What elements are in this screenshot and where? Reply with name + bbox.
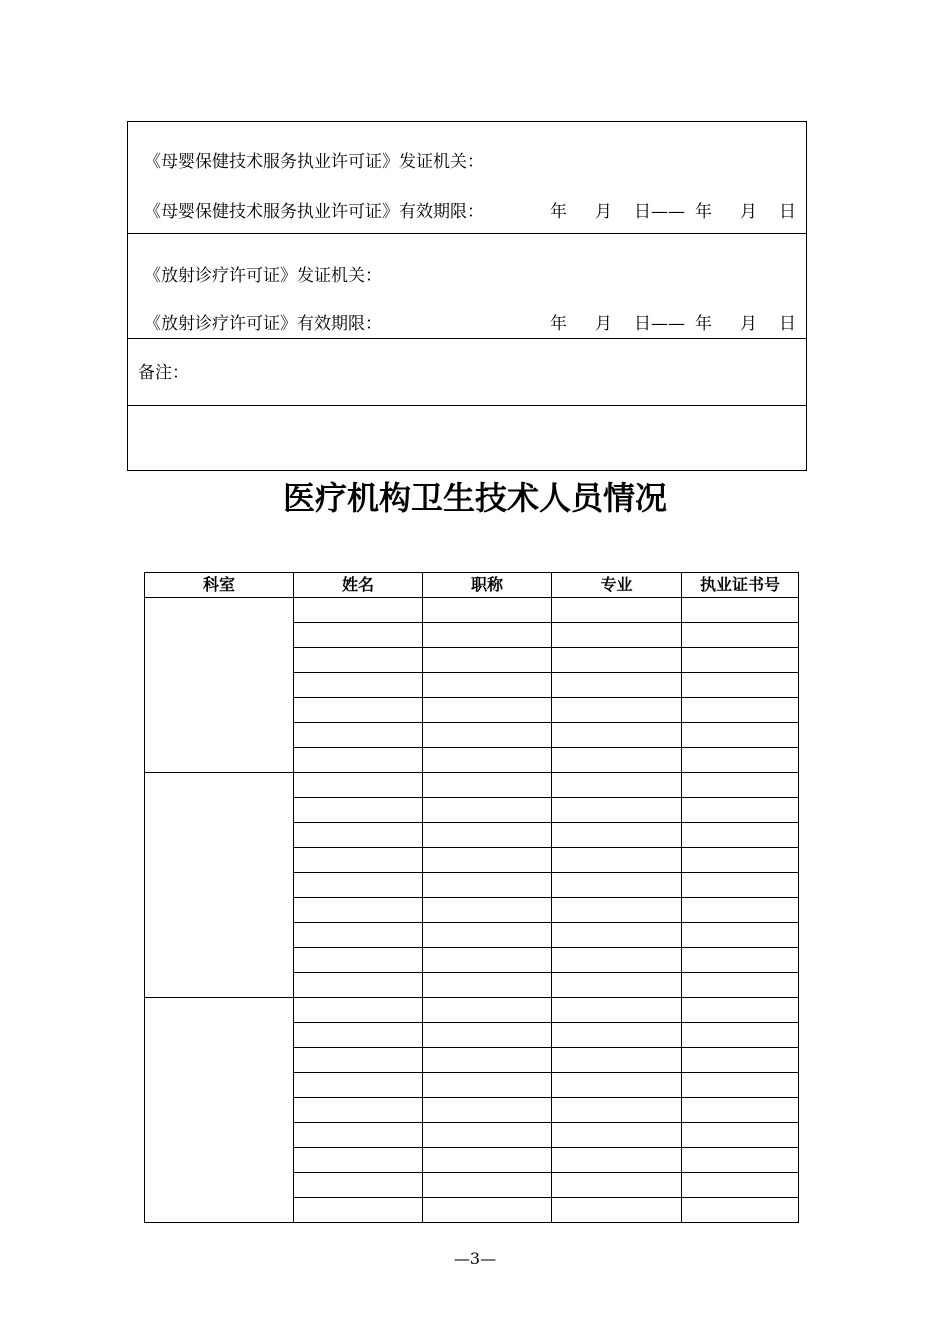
- name-cell[interactable]: [294, 698, 423, 723]
- header-department: 科室: [145, 573, 294, 598]
- maternal-license-section: [128, 122, 806, 234]
- license-number-cell[interactable]: [682, 948, 799, 973]
- license-number-cell[interactable]: [682, 773, 799, 798]
- title-cell[interactable]: [423, 798, 552, 823]
- name-cell[interactable]: [294, 923, 423, 948]
- specialty-cell[interactable]: [552, 623, 682, 648]
- title-cell[interactable]: [423, 923, 552, 948]
- date-day-end: 日: [779, 314, 796, 334]
- date-month-end: 月: [740, 314, 757, 334]
- date-day-dash: 日——: [634, 314, 685, 334]
- specialty-cell[interactable]: [552, 798, 682, 823]
- license-number-cell[interactable]: [682, 848, 799, 873]
- specialty-cell[interactable]: [552, 1148, 682, 1173]
- title-cell[interactable]: [423, 723, 552, 748]
- specialty-cell[interactable]: [552, 1098, 682, 1123]
- name-cell[interactable]: [294, 648, 423, 673]
- table-row: [145, 598, 799, 623]
- name-cell[interactable]: [294, 623, 423, 648]
- header-name: 姓名: [294, 573, 423, 598]
- name-cell[interactable]: [294, 1148, 423, 1173]
- license-number-cell[interactable]: [682, 623, 799, 648]
- department-cell[interactable]: [145, 773, 294, 998]
- title-cell[interactable]: [423, 598, 552, 623]
- license-number-cell[interactable]: [682, 1148, 799, 1173]
- header-specialty: 专业: [552, 573, 682, 598]
- name-cell[interactable]: [294, 848, 423, 873]
- license-number-cell[interactable]: [682, 973, 799, 998]
- name-cell[interactable]: [294, 973, 423, 998]
- name-cell[interactable]: [294, 898, 423, 923]
- license-number-cell[interactable]: [682, 1198, 799, 1223]
- radiology-validity-label: 《放射诊疗许可证》有效期限：: [144, 314, 382, 334]
- title-cell[interactable]: [423, 1198, 552, 1223]
- name-cell[interactable]: [294, 873, 423, 898]
- specialty-cell[interactable]: [552, 773, 682, 798]
- page-number: —3—: [453, 1249, 497, 1268]
- name-cell[interactable]: [294, 798, 423, 823]
- name-cell[interactable]: [294, 1098, 423, 1123]
- date-month: 月: [595, 314, 612, 334]
- department-cell[interactable]: [145, 598, 294, 773]
- name-cell[interactable]: [294, 723, 423, 748]
- maternal-validity-date-range: [550, 202, 796, 222]
- maternal-authority-label: 《母婴保健技术服务执业许可证》发证机关：: [144, 152, 484, 172]
- name-cell[interactable]: [294, 673, 423, 698]
- name-cell[interactable]: [294, 998, 423, 1023]
- title-cell[interactable]: [423, 773, 552, 798]
- license-number-cell[interactable]: [682, 798, 799, 823]
- specialty-cell[interactable]: [552, 723, 682, 748]
- specialty-cell[interactable]: [552, 1173, 682, 1198]
- maternal-validity-label: 《母婴保健技术服务执业许可证》有效期限：: [144, 202, 484, 222]
- license-number-cell[interactable]: [682, 723, 799, 748]
- license-number-cell[interactable]: [682, 1073, 799, 1098]
- license-number-cell[interactable]: [682, 823, 799, 848]
- name-cell[interactable]: [294, 1073, 423, 1098]
- specialty-cell[interactable]: [552, 898, 682, 923]
- license-number-cell[interactable]: [682, 698, 799, 723]
- license-number-cell[interactable]: [682, 1173, 799, 1198]
- page-title: 医疗机构卫生技术人员情况: [282, 479, 667, 517]
- specialty-cell[interactable]: [552, 1198, 682, 1223]
- name-cell[interactable]: [294, 1123, 423, 1148]
- license-number-cell[interactable]: [682, 673, 799, 698]
- title-cell[interactable]: [423, 948, 552, 973]
- title-cell[interactable]: [423, 748, 552, 773]
- specialty-cell[interactable]: [552, 598, 682, 623]
- specialty-cell[interactable]: [552, 1123, 682, 1148]
- title-cell[interactable]: [423, 1123, 552, 1148]
- date-year: 年: [550, 314, 567, 334]
- license-number-cell[interactable]: [682, 1123, 799, 1148]
- license-number-cell[interactable]: [682, 598, 799, 623]
- date-day-dash: 日——: [634, 202, 685, 222]
- title-cell[interactable]: [423, 898, 552, 923]
- title-cell[interactable]: [423, 1073, 552, 1098]
- license-number-cell[interactable]: [682, 873, 799, 898]
- license-number-cell[interactable]: [682, 923, 799, 948]
- title-cell[interactable]: [423, 848, 552, 873]
- header-license-number: 执业证书号: [682, 573, 799, 598]
- name-cell[interactable]: [294, 1173, 423, 1198]
- specialty-cell[interactable]: [552, 948, 682, 973]
- date-month-end: 月: [740, 202, 757, 222]
- title-cell[interactable]: [423, 873, 552, 898]
- remarks-section: [128, 339, 806, 406]
- table-row: [145, 998, 799, 1023]
- header-title: 职称: [423, 573, 552, 598]
- license-info-box: [127, 121, 807, 471]
- staff-table-body: [145, 598, 799, 1223]
- specialty-cell[interactable]: [552, 1048, 682, 1073]
- license-number-cell[interactable]: [682, 1023, 799, 1048]
- license-number-cell[interactable]: [682, 1048, 799, 1073]
- date-year: 年: [550, 202, 567, 222]
- name-cell[interactable]: [294, 598, 423, 623]
- title-cell[interactable]: [423, 1173, 552, 1198]
- name-cell[interactable]: [294, 948, 423, 973]
- license-number-cell[interactable]: [682, 648, 799, 673]
- name-cell[interactable]: [294, 823, 423, 848]
- name-cell[interactable]: [294, 773, 423, 798]
- staff-table: [144, 572, 799, 1223]
- date-month: 月: [595, 202, 612, 222]
- specialty-cell[interactable]: [552, 823, 682, 848]
- title-cell[interactable]: [423, 1098, 552, 1123]
- title-cell[interactable]: [423, 698, 552, 723]
- license-number-cell[interactable]: [682, 1098, 799, 1123]
- title-cell[interactable]: [423, 623, 552, 648]
- specialty-cell[interactable]: [552, 748, 682, 773]
- title-cell[interactable]: [423, 823, 552, 848]
- title-cell[interactable]: [423, 1023, 552, 1048]
- title-cell[interactable]: [423, 1148, 552, 1173]
- specialty-cell[interactable]: [552, 648, 682, 673]
- name-cell[interactable]: [294, 748, 423, 773]
- specialty-cell[interactable]: [552, 1023, 682, 1048]
- specialty-cell[interactable]: [552, 698, 682, 723]
- title-cell[interactable]: [423, 673, 552, 698]
- date-year-end: 年: [695, 202, 712, 222]
- specialty-cell[interactable]: [552, 873, 682, 898]
- specialty-cell[interactable]: [552, 973, 682, 998]
- remarks-label: 备注：: [138, 363, 189, 383]
- title-cell[interactable]: [423, 1048, 552, 1073]
- specialty-cell[interactable]: [552, 673, 682, 698]
- license-number-cell[interactable]: [682, 748, 799, 773]
- title-cell[interactable]: [423, 998, 552, 1023]
- specialty-cell[interactable]: [552, 998, 682, 1023]
- specialty-cell[interactable]: [552, 848, 682, 873]
- specialty-cell[interactable]: [552, 1073, 682, 1098]
- title-cell[interactable]: [423, 973, 552, 998]
- date-year-end: 年: [695, 314, 712, 334]
- license-number-cell[interactable]: [682, 898, 799, 923]
- radiology-license-section: [128, 234, 806, 339]
- table-header-row: [145, 573, 799, 598]
- name-cell[interactable]: [294, 1198, 423, 1223]
- table-row: [145, 773, 799, 798]
- remarks-blank-area: [128, 406, 806, 472]
- title-cell[interactable]: [423, 648, 552, 673]
- department-cell[interactable]: [145, 998, 294, 1223]
- date-day-end: 日: [779, 202, 796, 222]
- name-cell[interactable]: [294, 1048, 423, 1073]
- radiology-authority-label: 《放射诊疗许可证》发证机关：: [144, 266, 382, 286]
- name-cell[interactable]: [294, 1023, 423, 1048]
- specialty-cell[interactable]: [552, 923, 682, 948]
- radiology-validity-date-range: [550, 314, 796, 334]
- license-number-cell[interactable]: [682, 998, 799, 1023]
